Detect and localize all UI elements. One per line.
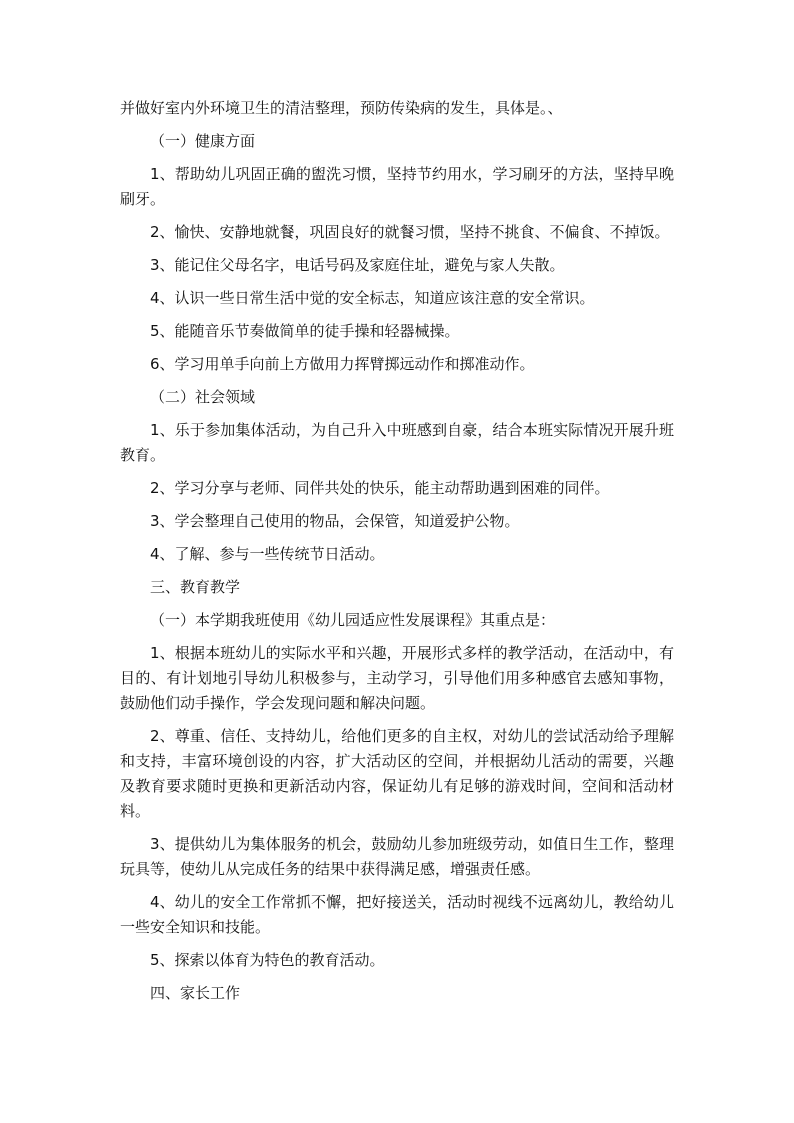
paragraph-education-5: 5、探索以体育为特色的教育活动。 [150,951,385,969]
heading-social: （二）社会领域 [150,388,256,406]
paragraph-health-6: 6、学习用单手向前上方做用力挥臂掷远动作和掷准动作。 [150,355,535,373]
paragraph-intro: 并做好室内外环境卫生的清洁整理，预防传染病的发生，具体是。、 [120,99,563,117]
paragraph-social-1: 1、乐于参加集体活动，为自己升入中班感到自豪，结合本班实际情况开展升班教育。 [120,421,674,464]
paragraph-health-1: 1、帮助幼儿巩固正确的盥洗习惯，坚持节约用水，学习刷牙的方法，坚持早晚刷牙。 [120,165,674,208]
paragraph-health-4: 4、认识一些日常生活中觉的安全标志，知道应该注意的安全常识。 [150,289,595,307]
heading-health: （一）健康方面 [150,132,256,150]
paragraph-health-3: 3、能记住父母名字，电话号码及家庭住址，避免与家人失散。 [150,256,565,274]
paragraph-health-2: 2、愉快、安静地就餐，巩固良好的就餐习惯，坚持不挑食、不偏食、不掉饭。 [150,223,670,241]
paragraph-social-3: 3、学会整理自己使用的物品，会保管，知道爱护公物。 [150,512,520,530]
paragraph-education-3: 3、提供幼儿为集体服务的机会，鼓励幼儿参加班级劳动，如值日生工作，整理玩具等，使幼儿从完成任务的结果中获得满足感，增强责任感。 [120,835,674,878]
paragraph-education-1: 1、根据本班幼儿的实际水平和兴趣，开展形式多样的教学活动，在活动中，有目的、有计划地引导幼儿积极参与，主动学习，引导他们用多种感官去感知事物，鼓励他们动手操作，学会发现问题和解决问题。 [120,644,674,712]
heading-parent-work: 四、家长工作 [150,984,241,1002]
heading-education: 三、教育教学 [150,578,241,596]
paragraph-social-2: 2、学习分享与老师、同伴共处的快乐，能主动帮助遇到困难的同伴。 [150,479,610,497]
paragraph-education-4: 4、幼儿的安全工作常抓不懈，把好接送关，活动时视线不远离幼儿，教给幼儿一些安全知识和技能。 [120,893,674,936]
paragraph-education-2: 2、尊重、信任、支持幼儿，给他们更多的自主权，对幼儿的尝试活动给予理解和支持，丰富环境创设的内容，扩大活动区的空间，并根据幼儿活动的需要，兴趣及教育要求随时更换和更新活动内容，保证幼儿有足够的游戏时间，空间和活动材料。 [120,727,674,820]
heading-curriculum: （一）本学期我班使用《幼儿园适应性发展课程》其重点是： [150,611,556,629]
paragraph-health-5: 5、能随音乐节奏做简单的徒手操和轻器械操。 [150,322,460,340]
paragraph-social-4: 4、了解、参与一些传统节日活动。 [150,545,385,563]
